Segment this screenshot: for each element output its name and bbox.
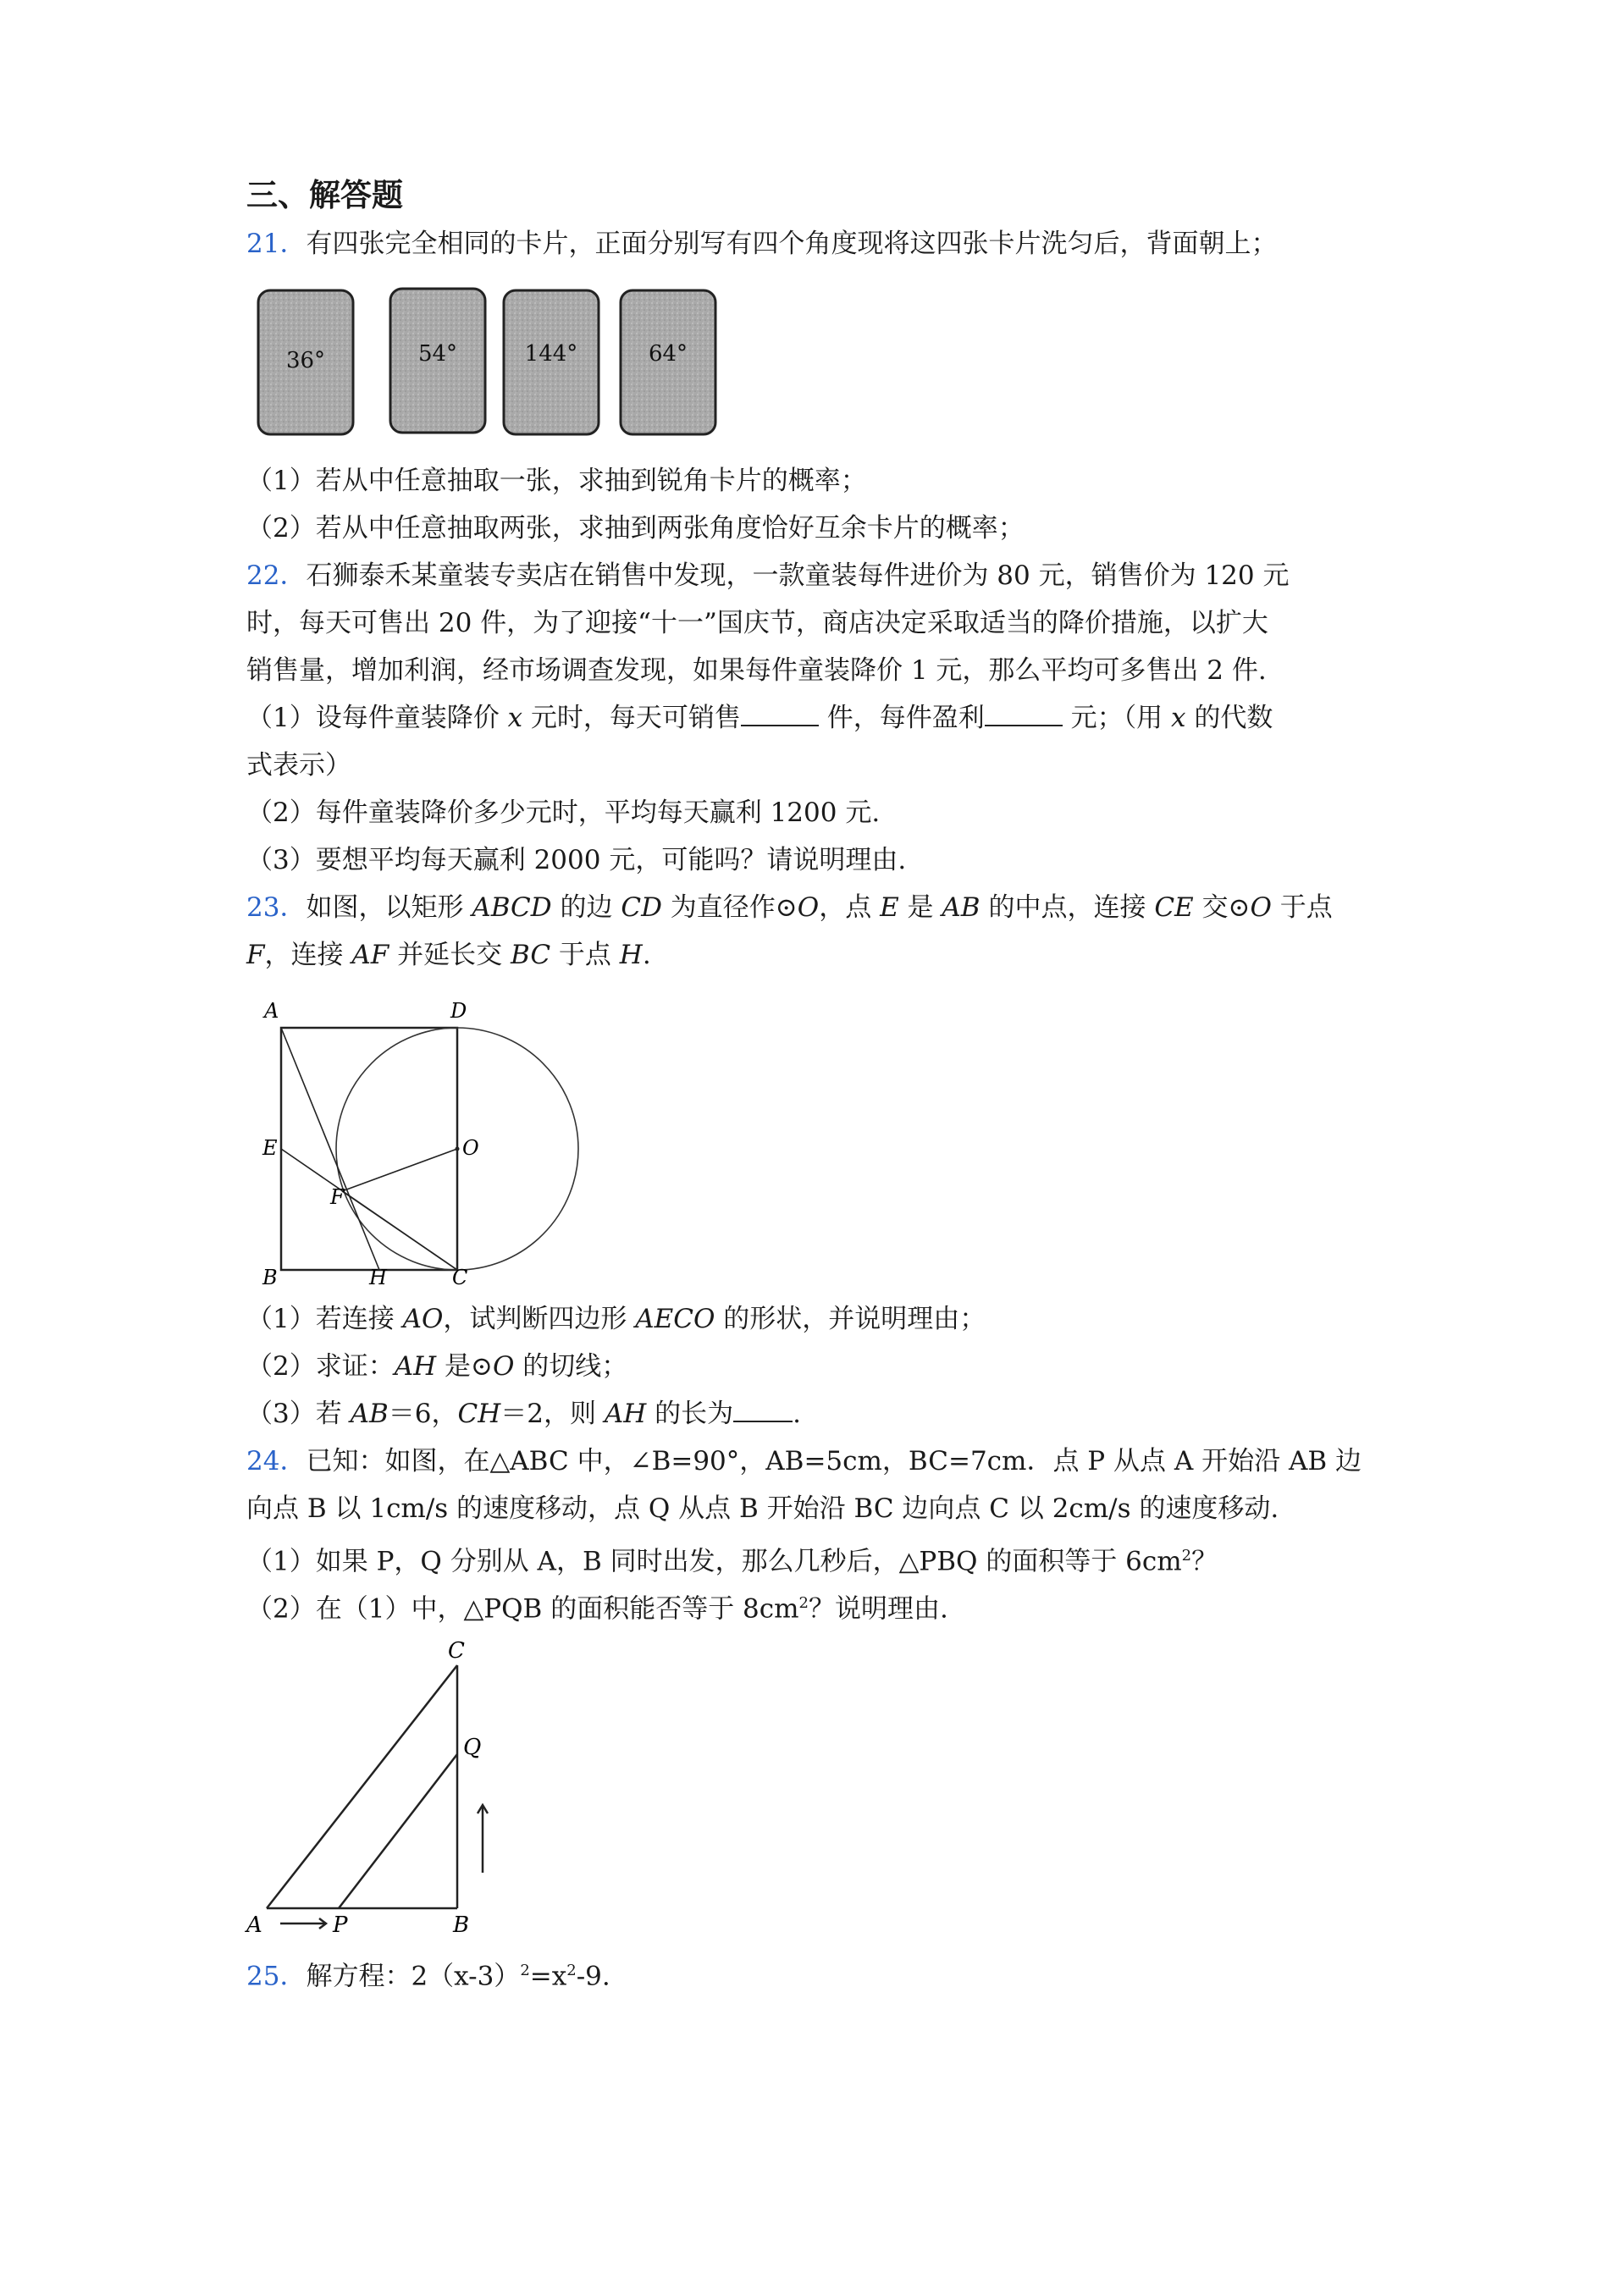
q24-p1b: ？ bbox=[1191, 1546, 1218, 1577]
label-b: B bbox=[262, 1266, 278, 1289]
q24-number: 24． bbox=[246, 1446, 307, 1476]
q25-line bbox=[246, 1954, 610, 1993]
q23-part3 bbox=[246, 1397, 801, 1431]
q22-text1: 石狮泰禾某童装专卖店在销售中发现，一款童装每件进价为 80 元，销售价为 120 元 bbox=[306, 560, 1290, 591]
q23-p2d: O bbox=[493, 1351, 515, 1382]
q23-t13: 交⊙ bbox=[1193, 892, 1251, 923]
q21-stem-line bbox=[246, 227, 1277, 261]
q23-u1: F bbox=[246, 940, 265, 970]
label-b: B bbox=[453, 1912, 470, 1938]
q23-u7: H bbox=[619, 940, 643, 970]
segment-of bbox=[342, 1149, 457, 1191]
q24-part2 bbox=[246, 1587, 948, 1625]
q21-stem: 有四张完全相同的卡片，正面分别写有四个角度现将这四张卡片洗匀后，背面朝上； bbox=[306, 229, 1278, 259]
label-a: A bbox=[246, 1912, 262, 1938]
q24-p2a: （2）在（1）中，△PQB 的面积能否等于 8cm bbox=[246, 1593, 799, 1625]
q25-sup1: 2 bbox=[520, 1962, 530, 1979]
q23-t2: ABCD bbox=[472, 892, 552, 923]
q23-t3: 的边 bbox=[551, 892, 621, 923]
q23-answer-blank[interactable] bbox=[733, 1397, 793, 1422]
q23-t5: 为直径作⊙ bbox=[661, 892, 798, 923]
q22-p1a: （1）设每件童装降价 bbox=[246, 703, 508, 733]
q22-number: 22． bbox=[246, 560, 307, 591]
q22-var-x-2: x bbox=[1171, 703, 1186, 733]
q23-number: 23． bbox=[246, 892, 307, 923]
q23-u6: 于点 bbox=[550, 940, 620, 970]
rectangle-abcd bbox=[281, 1028, 457, 1270]
q24-p2-sup: 2 bbox=[798, 1594, 809, 1612]
q23-p2a: （2）求证： bbox=[246, 1351, 395, 1382]
q25-b: =x bbox=[529, 1961, 567, 1992]
q22-p1b: 元时，每天可销售 bbox=[522, 703, 741, 733]
q21-cards-figure bbox=[250, 282, 724, 443]
q22-var-x: x bbox=[507, 703, 523, 733]
q23-p3f: AH bbox=[604, 1399, 647, 1429]
q22-part2: （2）每件童装降价多少元时，平均每天赢利 1200 元. bbox=[246, 798, 881, 828]
q23-t9: 是 bbox=[898, 892, 942, 923]
card-1-label: 36° bbox=[285, 348, 326, 373]
q21-number: 21． bbox=[246, 229, 307, 259]
q23-p2c: 是⊙ bbox=[436, 1351, 493, 1382]
q25-c: -9. bbox=[576, 1961, 610, 1992]
q23-u2: ，连接 bbox=[264, 940, 352, 970]
label-h: H bbox=[369, 1266, 387, 1289]
label-p: P bbox=[333, 1912, 348, 1938]
q23-p2b: AH bbox=[394, 1351, 437, 1382]
label-c: C bbox=[448, 1638, 465, 1664]
q23-part2 bbox=[246, 1349, 627, 1383]
q25-sup2: 2 bbox=[566, 1962, 577, 1979]
angle-card-3 bbox=[504, 290, 599, 434]
arrow-up-icon bbox=[478, 1805, 488, 1873]
q23-line2 bbox=[246, 938, 651, 972]
point-o bbox=[456, 1147, 460, 1151]
q23-t10: AB bbox=[942, 892, 980, 923]
q24-p2b: ？说明理由. bbox=[808, 1593, 948, 1625]
q24-part1 bbox=[246, 1539, 1218, 1578]
q23-p3h: . bbox=[793, 1399, 801, 1429]
q22-answer-blank-1[interactable] bbox=[741, 701, 819, 726]
q24-text1: 已知：如图，在△ABC 中，∠B=90°，AB=5cm，BC=7cm．点 P 从点 A 开始沿 AB 边 bbox=[306, 1446, 1362, 1476]
q22-part1-line bbox=[246, 701, 1273, 735]
label-e: E bbox=[262, 1136, 278, 1160]
q23-p3e: ＝2，则 bbox=[500, 1399, 605, 1429]
card-2-label: 54° bbox=[417, 341, 458, 367]
q23-p2e: 的切线； bbox=[514, 1351, 628, 1382]
label-d: D bbox=[450, 999, 467, 1023]
angle-card-2 bbox=[390, 289, 485, 433]
q23-p3g: 的长为 bbox=[646, 1399, 734, 1429]
q23-t8: E bbox=[880, 892, 899, 923]
label-q: Q bbox=[463, 1735, 482, 1760]
q22-line3: 销售量，增加利润，经市场调查发现，如果每件童装降价 1 元，那么平均可多售出 2 件. bbox=[246, 655, 1267, 686]
q23-part1 bbox=[246, 1302, 986, 1336]
q24-p1-sup: 2 bbox=[1181, 1547, 1192, 1565]
q22-part1-cont: 式表示） bbox=[246, 750, 351, 781]
q24-line2: 向点 B 以 1cm/s 的速度移动，点 Q 从点 B 开始沿 BC 边向点 C 以 2cm/s 的速度移动. bbox=[246, 1493, 1279, 1524]
q23-t1: 如图，以矩形 bbox=[306, 892, 472, 923]
q22-line1 bbox=[246, 559, 1289, 593]
q24-triangle-figure bbox=[241, 1627, 512, 1940]
q21-part1: （1）若从中任意抽取一张，求抽到锐角卡片的概率； bbox=[246, 466, 867, 496]
q23-u5: BC bbox=[511, 940, 551, 970]
q23-p1b: AO bbox=[402, 1304, 444, 1334]
q22-p1d: 元；（用 bbox=[1062, 703, 1171, 733]
segment-fc bbox=[342, 1191, 457, 1270]
q22-answer-blank-2[interactable] bbox=[985, 701, 1063, 726]
segment-ac bbox=[267, 1665, 457, 1908]
q22-p1e: 的代数 bbox=[1185, 703, 1273, 733]
q23-p3b: AB bbox=[350, 1399, 389, 1429]
section-title: 三、解答题 bbox=[246, 177, 403, 213]
q23-t11: 的中点，连接 bbox=[980, 892, 1155, 923]
q23-p1d: AECO bbox=[635, 1304, 715, 1334]
label-c: C bbox=[452, 1266, 468, 1289]
q24-line1 bbox=[246, 1444, 1362, 1478]
card-4-label: 64° bbox=[648, 341, 688, 367]
q23-p1c: ，试判断四边形 bbox=[443, 1304, 636, 1334]
q22-line2: 时，每天可售出 20 件，为了迎接“十一”国庆节，商店决定采取适当的降价措施，以扩大 bbox=[246, 608, 1268, 638]
q23-p3a: （3）若 bbox=[246, 1399, 351, 1429]
q25-a: 解方程：2（x-3） bbox=[306, 1961, 521, 1992]
segment-pq bbox=[339, 1754, 457, 1908]
label-f: F bbox=[330, 1185, 345, 1209]
q24-p1a: （1）如果 P，Q 分别从 A，B 同时出发，那么几秒后，△PBQ 的面积等于 6cm bbox=[246, 1546, 1182, 1577]
q23-t4: CD bbox=[621, 892, 662, 923]
q23-p3c: ＝6， bbox=[388, 1399, 458, 1429]
q22-p1c: 件，每件盈利 bbox=[818, 703, 985, 733]
q23-u4: 并延长交 bbox=[389, 940, 511, 970]
q23-t15: 于点 bbox=[1271, 892, 1333, 923]
q23-p1a: （1）若连接 bbox=[246, 1304, 403, 1334]
q23-t7: ，点 bbox=[819, 892, 881, 923]
label-a: A bbox=[264, 999, 279, 1023]
q21-part2: （2）若从中任意抽取两张，求抽到两张角度恰好互余卡片的概率； bbox=[246, 513, 1025, 544]
q23-t14: O bbox=[1250, 892, 1272, 923]
arrow-right-icon bbox=[280, 1918, 326, 1929]
q23-line1 bbox=[246, 891, 1333, 924]
q23-u8: . bbox=[642, 940, 651, 970]
angle-card-4 bbox=[621, 290, 715, 434]
q25-number: 25． bbox=[246, 1961, 307, 1992]
segment-ah bbox=[281, 1028, 379, 1270]
q23-geometry-figure bbox=[254, 992, 593, 1289]
card-3-label: 144° bbox=[524, 341, 578, 367]
q23-p1e: 的形状，并说明理由； bbox=[715, 1304, 986, 1334]
q22-part3: （3）要想平均每天赢利 2000 元，可能吗？请说明理由. bbox=[246, 845, 907, 875]
q23-t12: CE bbox=[1154, 892, 1194, 923]
q23-t6: O bbox=[797, 892, 820, 923]
q23-p3d: CH bbox=[457, 1399, 501, 1429]
q23-u3: AF bbox=[351, 940, 389, 970]
label-o: O bbox=[462, 1136, 479, 1160]
angle-card-1 bbox=[258, 290, 353, 434]
